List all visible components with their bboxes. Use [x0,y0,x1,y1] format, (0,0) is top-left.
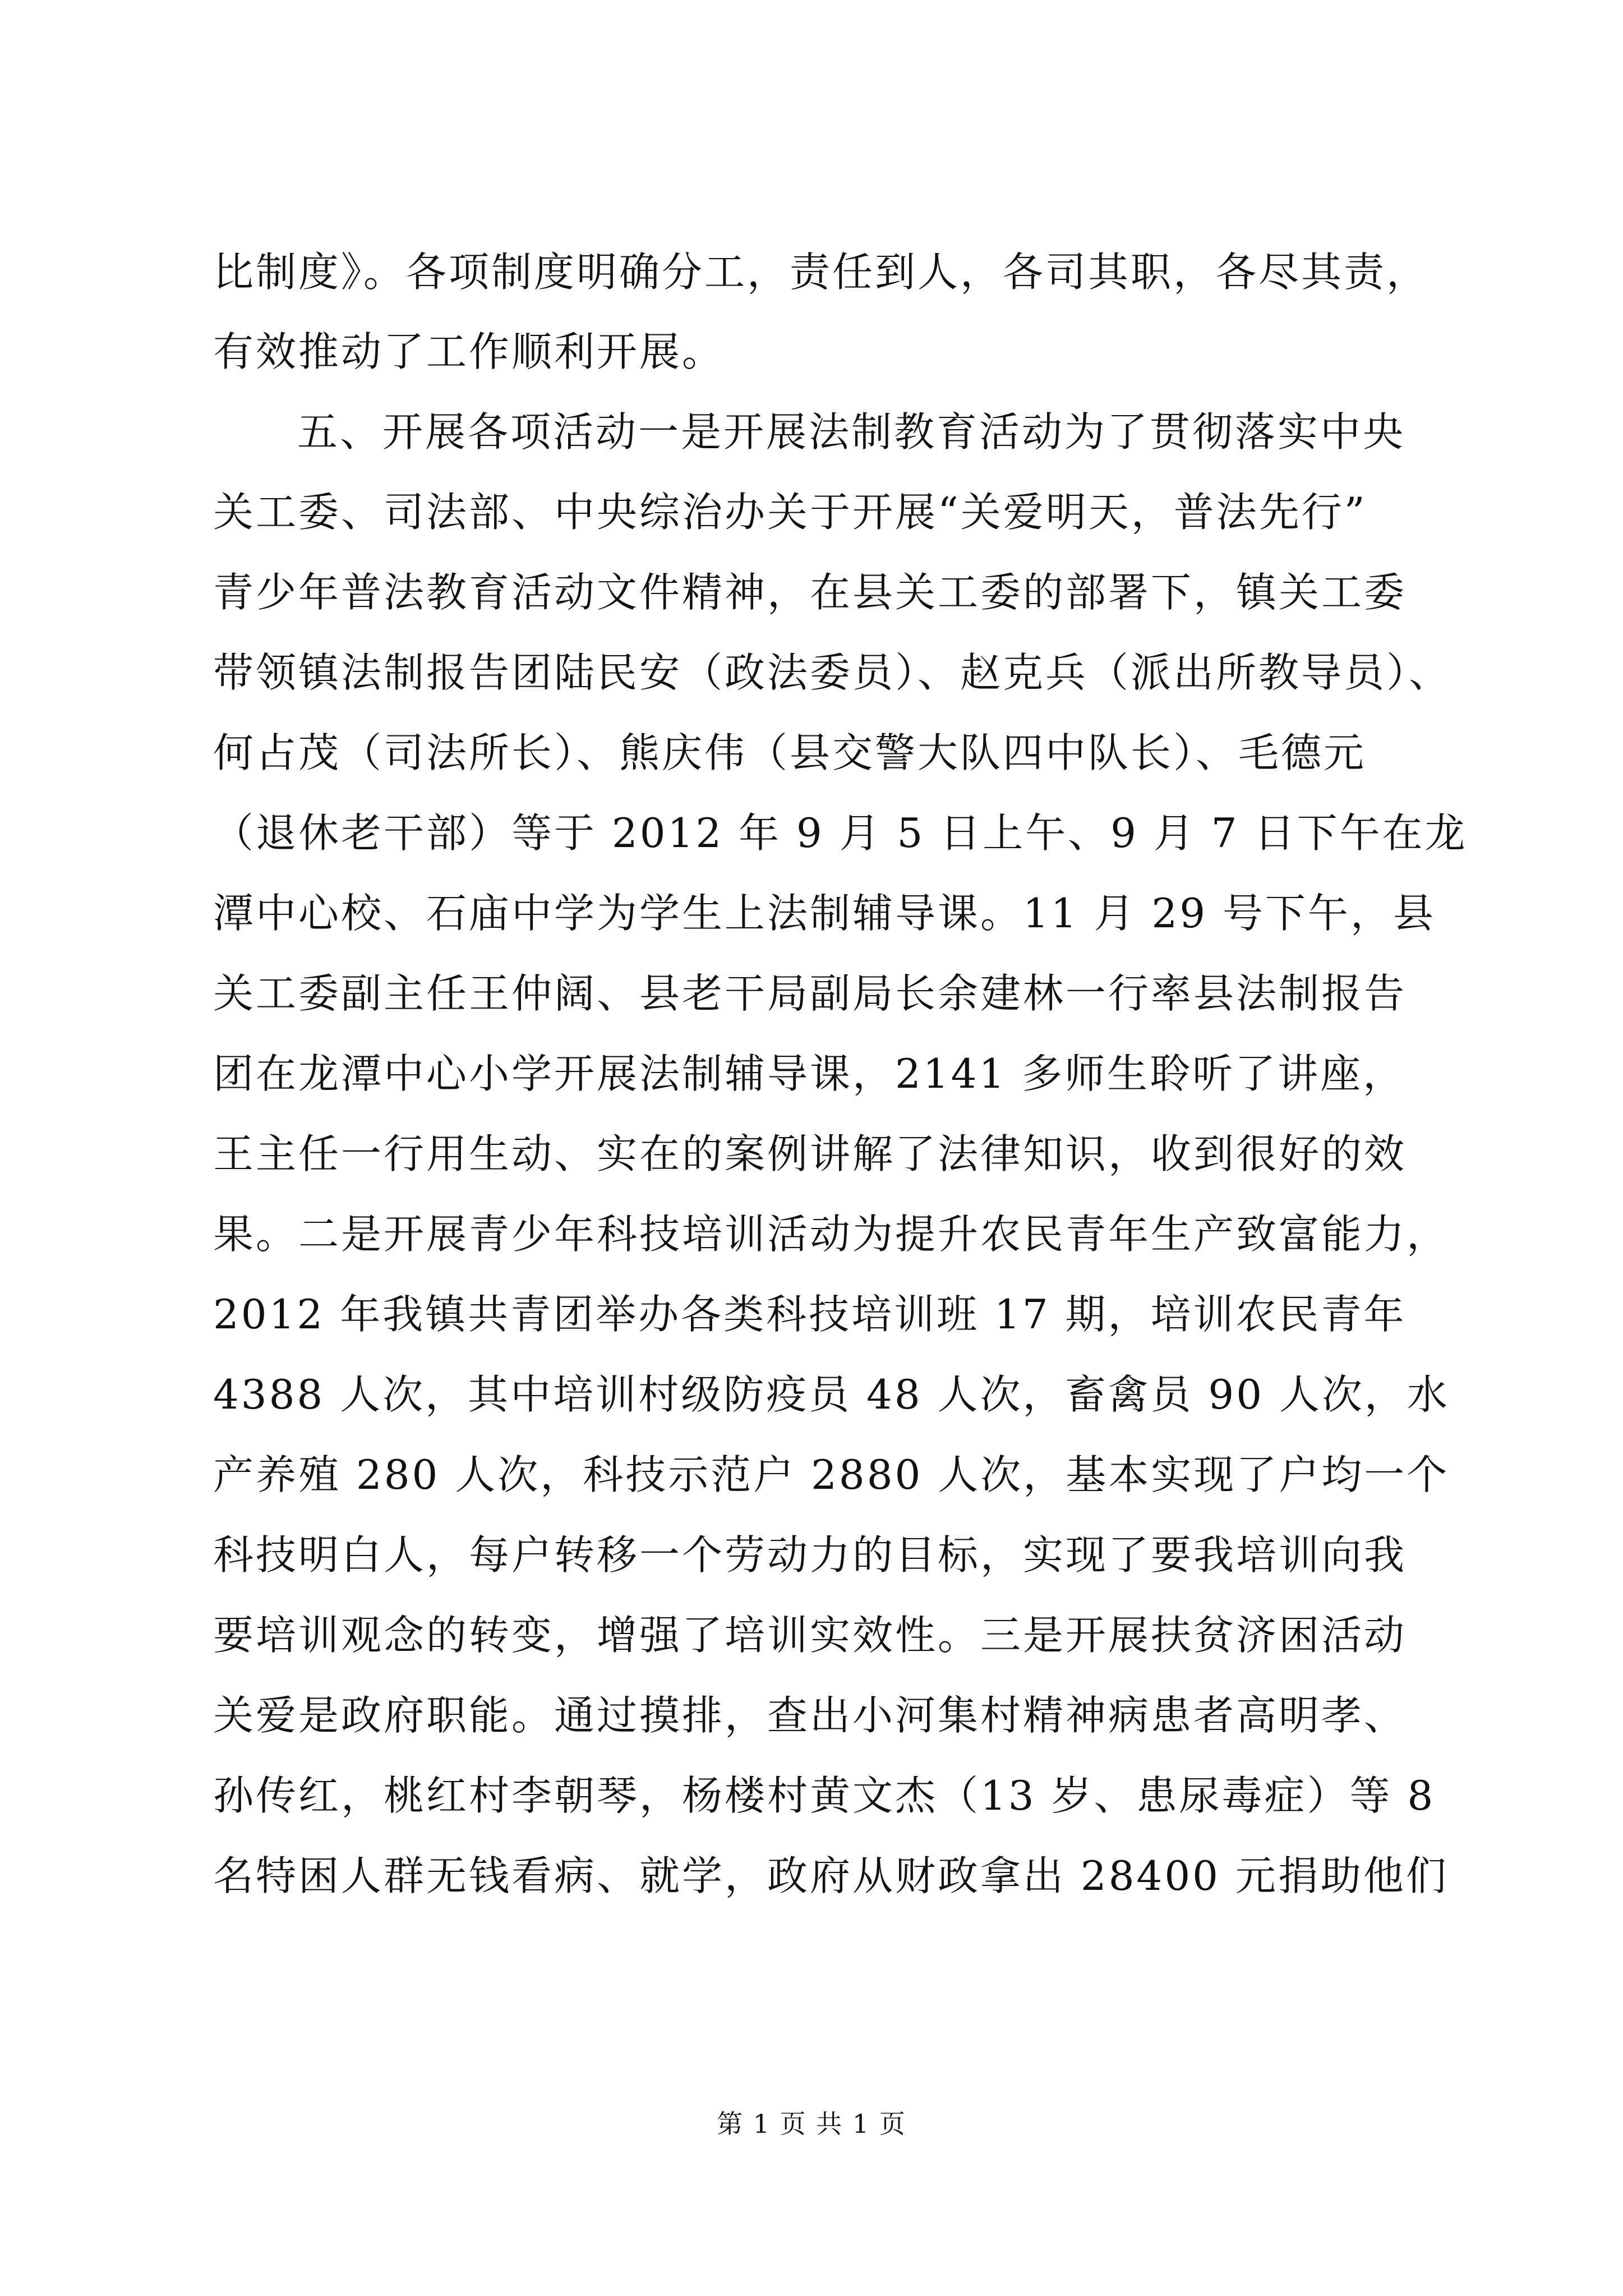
paragraph-line: 2012 年我镇共青团举办各类科技培训班 17 期，培训农民青年 [213,1291,1407,1338]
paragraph-line: 关爱是政府职能。通过摸排，查出小河集村精神病患者高明孝、 [213,1692,1407,1739]
paragraph-line: 科技明白人，每户转移一个劳动力的目标，实现了要我培训向我 [213,1531,1407,1579]
paragraph-line: 4388 人次，其中培训村级防疫员 48 人次，畜禽员 90 人次，水 [213,1371,1450,1418]
paragraph-line: 青少年普法教育活动文件精神，在县关工委的部署下，镇关工委 [213,569,1407,616]
paragraph-line: 名特困人群无钱看病、就学，政府从财政拿出 28400 元捐助他们 [213,1852,1449,1899]
paragraph-line: 王主任一行用生动、实在的案例讲解了法律知识，收到很好的效 [213,1130,1407,1177]
paragraph-line: 潭中心校、石庙中学为学生上法制辅导课。11 月 29 号下午，县 [213,890,1436,937]
paragraph-line: 关工委副主任王仲阔、县老干局副局长余建林一行率县法制报告 [213,970,1407,1017]
page-number-footer: 第 1 页 共 1 页 [717,2109,906,2139]
paragraph-line: 比制度》。各项制度明确分工，责任到人，各司其职，各尽其责， [213,249,1430,296]
paragraph-line: 有效推动了工作顺利开展。 [213,328,725,375]
paragraph-line: 带领镇法制报告团陆民安（政法委员）、赵克兵（派出所教导员）、 [213,649,1452,696]
paragraph-line: 何占茂（司法所长）、熊庆伟（县交警大队四中队长）、毛德元 [213,729,1367,776]
paragraph-line: （退休老干部）等于 2012 年 9 月 5 日上午、9 月 7 日下午在龙 [213,809,1468,857]
paragraph-line: 果。二是开展青少年科技培训活动为提升农民青年生产致富能力， [213,1211,1450,1258]
paragraph-line: 关工委、司法部、中央综治办关于开展“关爱明天，普法先行” [213,489,1367,536]
paragraph-line: 要培训观念的转变，增强了培训实效性。三是开展扶贫济困活动 [213,1612,1407,1659]
paragraph-line: 团在龙潭中心小学开展法制辅导课，2141 多师生聆听了讲座， [213,1050,1406,1097]
paragraph-line: 孙传红，桃红村李朝琴，杨楼村黄文杰（13 岁、患尿毒症）等 8 [213,1772,1436,1819]
paragraph-line: 产养殖 280 人次，科技示范户 2880 人次，基本实现了户均一个 [213,1451,1450,1498]
paragraph-line: 五、开展各项活动一是开展法制教育活动为了贯彻落实中央 [297,408,1406,455]
